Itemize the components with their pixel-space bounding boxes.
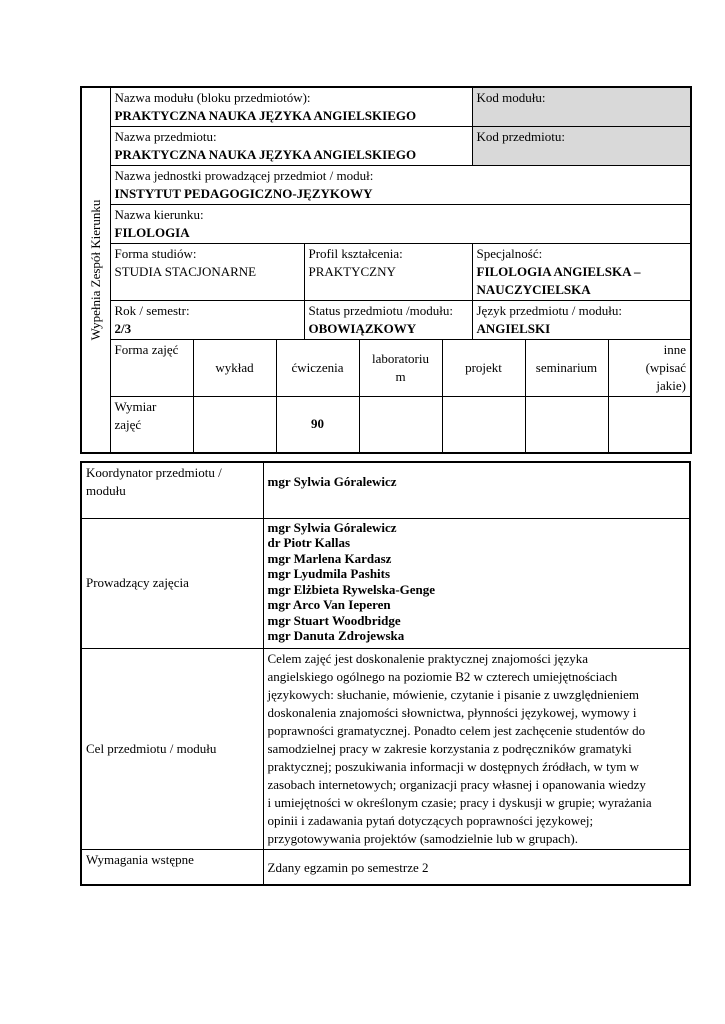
module-code-cell <box>472 87 691 127</box>
study-form-cell <box>110 244 304 301</box>
teacher-name: mgr Marlena Kardasz <box>267 550 392 566</box>
class-type-lecture-label: wykład <box>215 360 254 375</box>
prerequisites-value: Zdany egzamin po semestrze 2 <box>263 849 690 885</box>
module-code-label: Kod modułu: <box>476 90 546 105</box>
class-type-project-label: projekt <box>465 360 502 375</box>
profile-label: Profil kształcenia: <box>308 246 403 261</box>
module-name-cell <box>110 87 472 127</box>
profile-value: PRAKTYCZNY <box>308 264 396 279</box>
language-cell <box>472 301 691 340</box>
unit-value: INSTYTUT PEDAGOGICZNO-JĘZYKOWY <box>114 186 373 201</box>
year-cell <box>110 301 304 340</box>
goal-line: opinii i zadawania pytań dotyczących poprawności językowej; <box>267 812 594 828</box>
subject-name-label: Nazwa przedmiotu: <box>114 129 217 144</box>
study-form-label: Forma studiów: <box>114 246 197 261</box>
teachers-label-cell <box>81 518 263 648</box>
hours-lecture <box>193 397 276 453</box>
goal-label-cell <box>81 648 263 849</box>
teacher-name: mgr Arco Van Ieperen <box>267 597 391 612</box>
module-name-label: Nazwa modułu (bloku przedmiotów): <box>114 90 311 105</box>
class-type-project <box>442 340 525 397</box>
subject-code-label: Kod przedmiotu: <box>476 129 565 144</box>
goal-line: praktycznej; poszukiwania informacji w dostępnych źródłach, w tym w <box>267 758 639 774</box>
field-label: Nazwa kierunku: <box>114 207 204 222</box>
teacher-name: mgr Lyudmila Pashits <box>267 566 391 581</box>
year-value: 2/3 <box>114 321 132 336</box>
class-type-exercises <box>276 340 359 397</box>
prerequisites-label-cell <box>81 849 263 885</box>
specialty-value-2: NAUCZYCIELSKA <box>476 282 591 297</box>
subject-code-cell <box>472 127 691 166</box>
hours-project <box>442 397 525 453</box>
teachers-label: Prowadzący zajęcia <box>86 575 189 590</box>
goal-line: poprawności gramatycznej. Ponadto celem jest zachęcenie studentów do <box>267 722 646 738</box>
subject-name-cell <box>110 127 472 166</box>
profile-cell <box>304 244 472 301</box>
goal-text <box>263 648 690 849</box>
specialty-cell <box>472 244 691 301</box>
goal-line: przygotowywania projektów (samodzielnie lub w grupach). <box>267 830 578 846</box>
goal-line: i umiejętności w określonym czasie; pracy i dyskusji w grupie; wyrażania <box>267 794 652 810</box>
course-details-table <box>80 461 691 886</box>
class-form-label: Forma zajęć <box>114 342 179 357</box>
coordinator-value: mgr Sylwia Góralewicz <box>263 462 690 518</box>
teacher-name: mgr Elżbieta Rywelska-Genge <box>267 581 436 597</box>
teacher-name: mgr Sylwia Góralewicz <box>267 519 397 535</box>
class-type-lecture <box>193 340 276 397</box>
hours-label-1: Wymiar <box>114 399 157 414</box>
specialty-value-1: FILOLOGIA ANGIELSKA – <box>476 264 641 279</box>
class-type-seminar <box>525 340 608 397</box>
goal-label: Cel przedmiotu / modułu <box>86 740 217 756</box>
coordinator-label-2: modułu <box>86 483 126 498</box>
goal-line: zasobach internetowych; organizacji pracy własnej i opanowania wiedzy <box>267 776 646 792</box>
class-form-label-cell <box>110 340 193 397</box>
goal-line: językowych: słuchanie, mówienie, czytanie i pisanie z uwzględnieniem <box>267 686 639 702</box>
class-type-other-label-3: jakie) <box>656 378 687 393</box>
goal-line: samodzielnej pracy w zakresie korzystania z podręczników gramatyki <box>267 740 632 756</box>
hours-seminar <box>525 397 608 453</box>
class-type-exercises-label: ćwiczenia <box>291 360 344 375</box>
prerequisites-label: Wymagania wstępne <box>86 851 194 867</box>
language-value: ANGIELSKI <box>476 321 551 336</box>
module-info-table <box>80 86 692 454</box>
teachers-list <box>263 518 690 648</box>
status-label: Status przedmiotu /modułu: <box>308 303 453 318</box>
class-type-laboratory <box>359 340 442 397</box>
class-type-other-label-2: (wpisać <box>645 360 687 375</box>
study-form-value: STUDIA STACJONARNE <box>114 264 257 279</box>
coordinator-label-cell <box>81 462 263 518</box>
hours-label-cell <box>110 397 193 453</box>
status-value: OBOWIĄZKOWY <box>308 321 417 336</box>
teacher-name: dr Piotr Kallas <box>267 535 351 550</box>
teacher-name: mgr Danuta Zdrojewska <box>267 628 405 643</box>
hours-other <box>608 397 691 453</box>
side-label: Wypełnia Zespół Kierunku <box>87 199 103 341</box>
class-type-other-label-1: inne <box>663 342 687 357</box>
field-value: FILOLOGIA <box>114 225 190 240</box>
coordinator-label-1: Koordynator przedmiotu / <box>86 465 222 480</box>
class-type-other <box>608 340 691 397</box>
unit-label: Nazwa jednostki prowadzącej przedmiot / moduł: <box>114 168 374 183</box>
class-type-seminar-label: seminarium <box>535 360 598 375</box>
hours-label-2: zajęć <box>114 417 142 432</box>
specialty-label: Specjalność: <box>476 246 543 261</box>
year-label: Rok / semestr: <box>114 303 190 318</box>
hours-laboratory <box>359 397 442 453</box>
class-type-laboratory-label-2: m <box>395 369 406 384</box>
language-label: Język przedmiotu / modułu: <box>476 303 623 318</box>
field-cell <box>110 205 691 244</box>
module-name-value: PRAKTYCZNA NAUKA JĘZYKA ANGIELSKIEGO <box>114 108 417 123</box>
subject-name-value: PRAKTYCZNA NAUKA JĘZYKA ANGIELSKIEGO <box>114 147 417 162</box>
teacher-name: mgr Stuart Woodbridge <box>267 612 401 628</box>
hours-exercises: 90 <box>276 397 359 453</box>
goal-line: doskonalenia znajomości słownictwa, płynności językowej, wymowy i <box>267 704 637 720</box>
status-cell <box>304 301 472 340</box>
class-type-laboratory-label-1: laboratoriu <box>371 351 430 366</box>
goal-line: angielskiego ogólnego na poziomie B2 w czterech umiejętnościach <box>267 668 618 684</box>
unit-cell <box>110 166 691 205</box>
goal-line: Celem zajęć jest doskonalenie praktycznej znajomości języka <box>267 650 589 666</box>
side-label-cell <box>81 87 110 453</box>
